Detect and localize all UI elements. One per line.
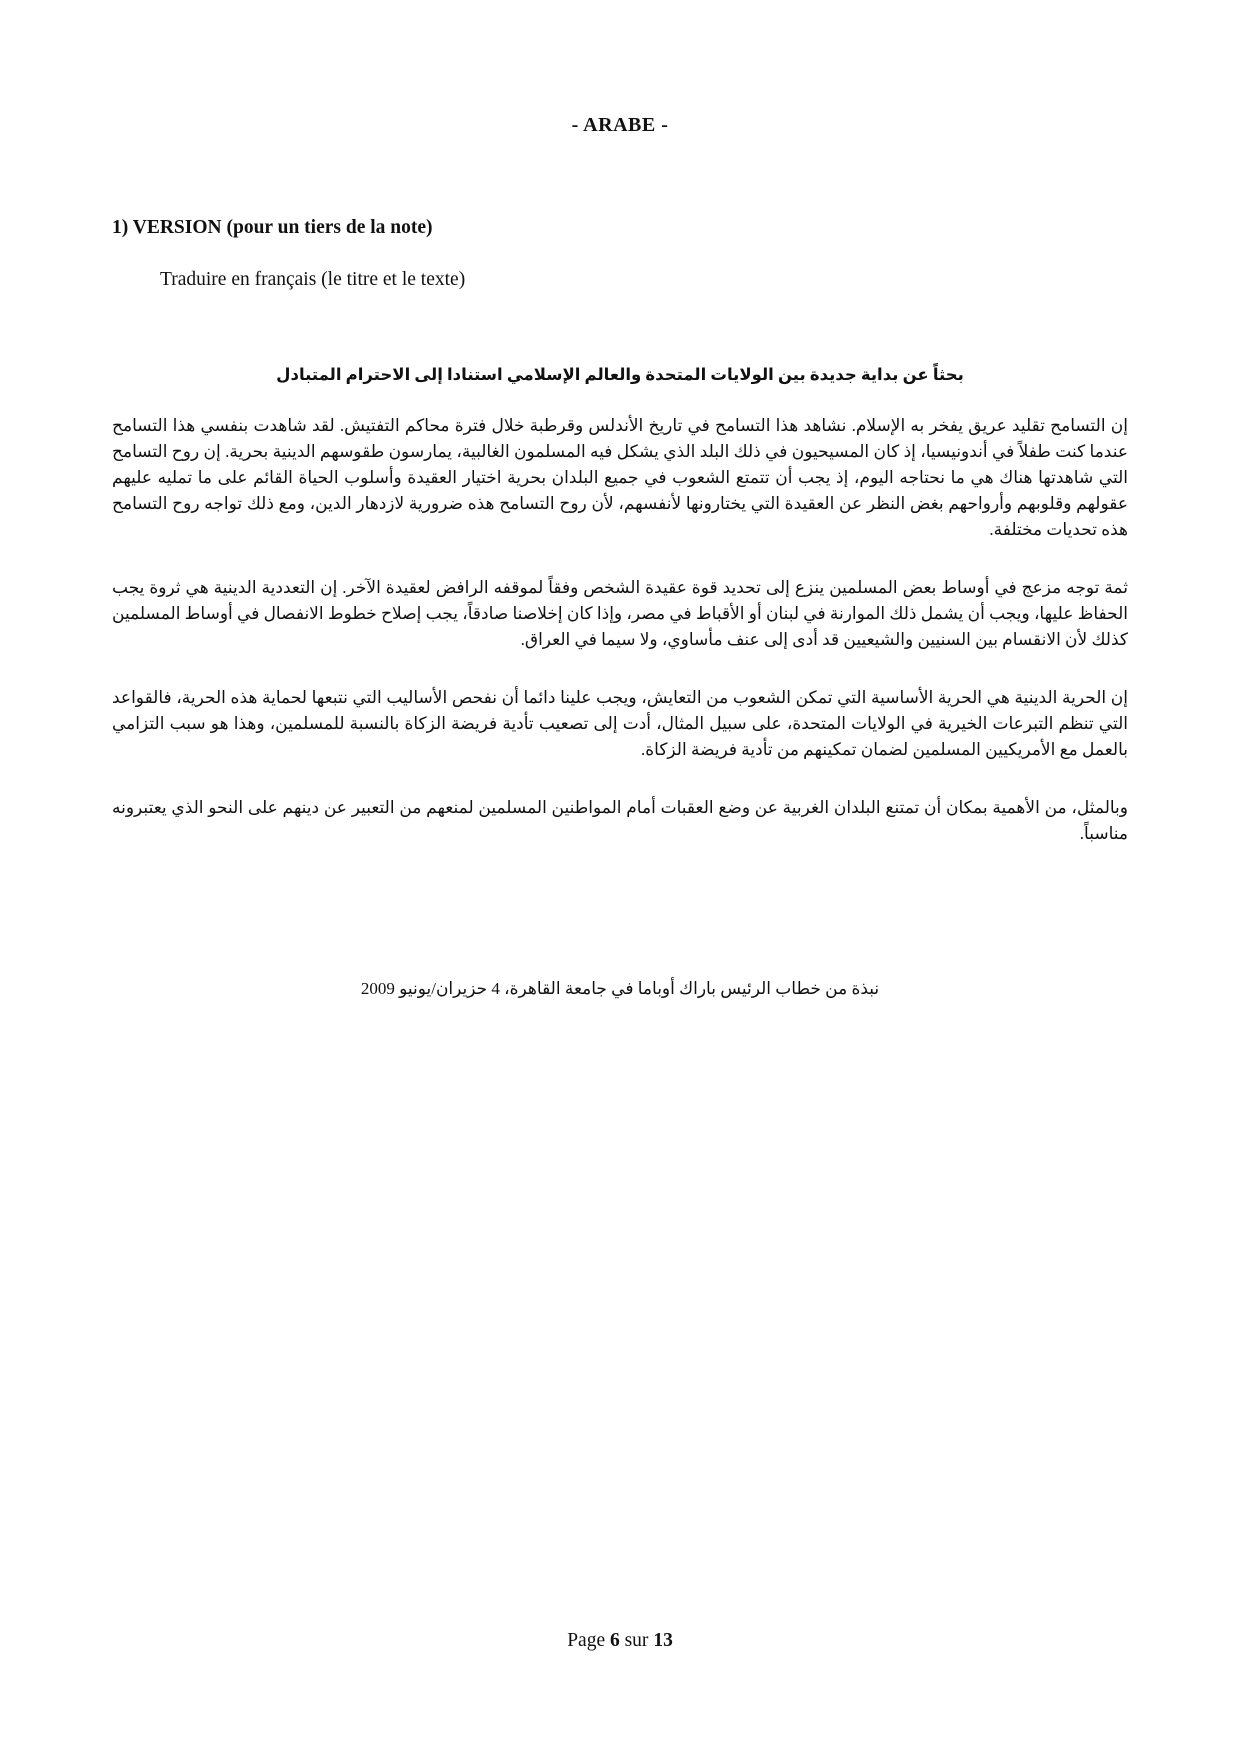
arabic-paragraph-1: إن التسامح تقليد عريق يفخر به الإسلام. نشاهد هذا التسامح في تاريخ الأندلس وقرطبة خلال فترة محاكم التفتيش. لقد شاهدت بنفسي هذا التسامح عندما كنت طفلاً في أندونيسيا، إذ كان المسيحيون في ذلك البلد الذي يشكل فيه المسلمون الغالبية، يمارسون طقوسهم الدينية بحرية. إن روح التسامح التي شاهدتها هناك هي ما نحتاجه اليوم، إذ يجب أن تتمتع الشعوب في جميع البلدان بحرية اختيار العقيدة وأسلوب الحياة القائم على ما تمليه عليهم عقولهم وقلوبهم وأرواحهم بغض النظر عن العقيدة التي يختارونها لأنفسهم، لأن روح التسامح هذه ضرورية لازدهار الدين، ومع ذلك تواجه روح التسامح هذه تحديات مختلفة. (112, 416, 1128, 539)
source-attribution: نبذة من خطاب الرئيس باراك أوباما في جامعة القاهرة، 4 حزيران/يونيو 2009 (360, 979, 880, 998)
arabic-paragraph-3: إن الحرية الدينية هي الحرية الأساسية التي تمكن الشعوب من التعايش، ويجب علينا دائما أن نفحص الأساليب التي نتبعها لحماية هذه الحرية، فالقواعد التي تنظم التبرعات الخيرية في الولايات المتحدة، على سبيل المثال، أدت إلى تصعيب تأدية فريضة الزكاة بالنسبة للمسلمين، وهذا هو سبب التزامي بالعمل مع الأمريكيين المسلمين لضمان تمكينهم من تأدية فريضة الزكاة. (112, 688, 1128, 759)
arabic-paragraph-2: ثمة توجه مزعج في أوساط بعض المسلمين ينزع إلى تحديد قوة عقيدة الشخص وفقاً لموقفه الرافض لعقيدة الآخر. إن التعددية الدينية هي ثروة يجب الحفاظ عليها، ويجب أن يشمل ذلك الموارنة في لبنان أو الأقباط في مصر، وإذا كان إخلاصنا صادقاً، يجب إصلاح خطوط الانفصال في أوساط المسلمين كذلك لأن الانقسام بين السنيين والشيعيين قد أدى إلى عنف مأساوي، ولا سيما في العراق. (112, 578, 1128, 649)
footer-separator: sur (624, 1630, 649, 1651)
footer-page-number: 6 (609, 1630, 620, 1651)
footer-total-pages: 13 (653, 1630, 673, 1651)
arabic-paragraph-4: وبالمثل، من الأهمية بمكان أن تمتنع البلدان الغربية عن وضع العقبات أمام المواطنين المسلمين لمنعهم من التعبير عن دينهم على النحو الذي يعتبرونه مناسباً. (112, 798, 1128, 843)
footer-page-label: Page (567, 1630, 606, 1651)
arabic-text-title: بحثاً عن بداية جديدة بين الولايات المتحدة والعالم الإسلامي استنادا إلى الاحترام المتبادل (276, 365, 964, 384)
exercise-heading: 1) VERSION (pour un tiers de la note) (112, 217, 433, 238)
language-header: - ARABE - (571, 114, 669, 136)
page-footer (0, 1630, 1240, 1652)
exercise-instruction: Traduire en français (le titre et le texte) (160, 269, 466, 290)
